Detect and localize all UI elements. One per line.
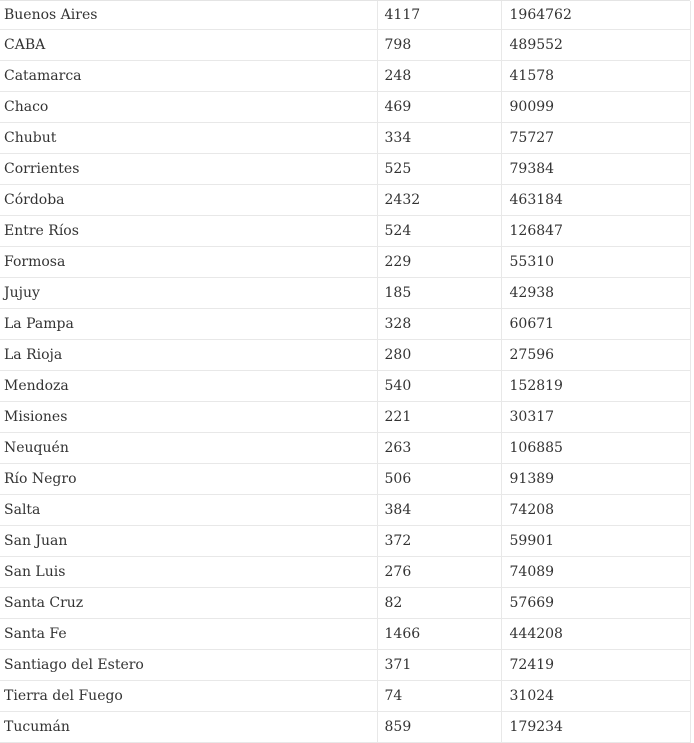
table-row (0, 464, 690, 495)
province-cell: Neuquén (0, 433, 377, 464)
value-a-cell: 276 (377, 557, 501, 588)
value-b-cell: 74208 (501, 495, 690, 526)
value-a-cell: 372 (377, 526, 501, 557)
value-b-cell: 41578 (501, 61, 690, 92)
value-b-cell: 1964762 (501, 1, 690, 30)
province-cell: Catamarca (0, 61, 377, 92)
table-row (0, 433, 690, 464)
value-a-cell: 221 (377, 402, 501, 433)
table-row (0, 247, 690, 278)
province-table (0, 1, 691, 743)
province-cell: CABA (0, 30, 377, 61)
province-cell: San Juan (0, 526, 377, 557)
table-row (0, 123, 690, 154)
table-row (0, 650, 690, 681)
province-cell: La Pampa (0, 309, 377, 340)
value-a-cell: 524 (377, 216, 501, 247)
value-a-cell: 185 (377, 278, 501, 309)
table-row (0, 619, 690, 650)
value-a-cell: 4117 (377, 1, 501, 30)
value-a-cell: 334 (377, 123, 501, 154)
table-row (0, 185, 690, 216)
value-b-cell: 126847 (501, 216, 690, 247)
province-cell: Río Negro (0, 464, 377, 495)
province-cell: Mendoza (0, 371, 377, 402)
value-a-cell: 82 (377, 588, 501, 619)
value-b-cell: 55310 (501, 247, 690, 278)
value-b-cell: 152819 (501, 371, 690, 402)
table-row (0, 557, 690, 588)
table-row (0, 681, 690, 712)
value-a-cell: 469 (377, 92, 501, 123)
value-a-cell: 74 (377, 681, 501, 712)
province-cell: Buenos Aires (0, 1, 377, 30)
province-cell: Jujuy (0, 278, 377, 309)
table-row (0, 340, 690, 371)
table-row (0, 588, 690, 619)
province-cell: Corrientes (0, 154, 377, 185)
value-a-cell: 798 (377, 30, 501, 61)
value-a-cell: 1466 (377, 619, 501, 650)
value-b-cell: 30317 (501, 402, 690, 433)
value-b-cell: 57669 (501, 588, 690, 619)
province-cell: Santa Cruz (0, 588, 377, 619)
table-row (0, 216, 690, 247)
value-b-cell: 79384 (501, 154, 690, 185)
value-a-cell: 384 (377, 495, 501, 526)
value-b-cell: 106885 (501, 433, 690, 464)
value-a-cell: 248 (377, 61, 501, 92)
table-row (0, 712, 690, 743)
value-a-cell: 229 (377, 247, 501, 278)
value-b-cell: 42938 (501, 278, 690, 309)
table-row (0, 278, 690, 309)
province-cell: Formosa (0, 247, 377, 278)
table-row (0, 1, 690, 30)
table-row (0, 92, 690, 123)
value-b-cell: 444208 (501, 619, 690, 650)
value-b-cell: 59901 (501, 526, 690, 557)
value-b-cell: 75727 (501, 123, 690, 154)
province-table-body (0, 1, 690, 743)
value-b-cell: 31024 (501, 681, 690, 712)
table-row (0, 402, 690, 433)
value-a-cell: 506 (377, 464, 501, 495)
value-a-cell: 263 (377, 433, 501, 464)
value-b-cell: 489552 (501, 30, 690, 61)
value-b-cell: 74089 (501, 557, 690, 588)
province-cell: Santiago del Estero (0, 650, 377, 681)
table-row (0, 30, 690, 61)
province-cell: Chaco (0, 92, 377, 123)
table-row (0, 61, 690, 92)
value-b-cell: 27596 (501, 340, 690, 371)
province-cell: San Luis (0, 557, 377, 588)
table-row (0, 495, 690, 526)
province-cell: Córdoba (0, 185, 377, 216)
province-cell: La Rioja (0, 340, 377, 371)
table-row (0, 526, 690, 557)
table-row (0, 371, 690, 402)
value-a-cell: 371 (377, 650, 501, 681)
value-b-cell: 179234 (501, 712, 690, 743)
value-b-cell: 463184 (501, 185, 690, 216)
value-b-cell: 72419 (501, 650, 690, 681)
province-cell: Salta (0, 495, 377, 526)
province-cell: Entre Ríos (0, 216, 377, 247)
table-row (0, 154, 690, 185)
province-cell: Misiones (0, 402, 377, 433)
value-a-cell: 280 (377, 340, 501, 371)
value-b-cell: 91389 (501, 464, 690, 495)
value-a-cell: 2432 (377, 185, 501, 216)
value-a-cell: 859 (377, 712, 501, 743)
value-b-cell: 90099 (501, 92, 690, 123)
value-a-cell: 525 (377, 154, 501, 185)
value-b-cell: 60671 (501, 309, 690, 340)
table-row (0, 309, 690, 340)
value-a-cell: 328 (377, 309, 501, 340)
province-cell: Tucumán (0, 712, 377, 743)
province-cell: Santa Fe (0, 619, 377, 650)
province-cell: Chubut (0, 123, 377, 154)
value-a-cell: 540 (377, 371, 501, 402)
province-cell: Tierra del Fuego (0, 681, 377, 712)
